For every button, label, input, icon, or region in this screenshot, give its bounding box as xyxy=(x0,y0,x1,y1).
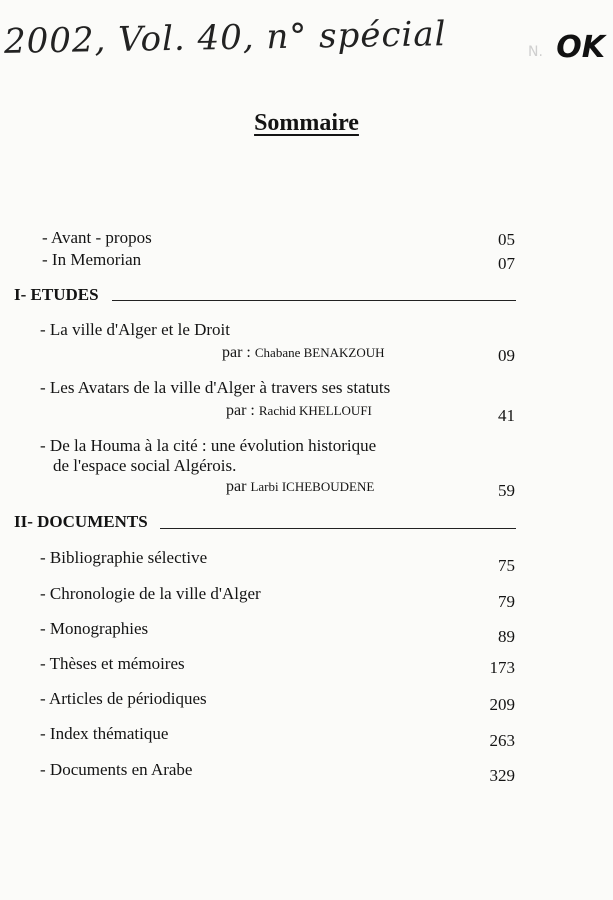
toc-entry-page: 75 xyxy=(498,556,515,575)
toc-entry-label-cont: de l'espace social Algérois. xyxy=(53,456,237,475)
toc-entry-label: - La ville d'Alger et le Droit xyxy=(40,320,230,339)
section-rule xyxy=(160,528,516,529)
section-heading: II- DOCUMENTS xyxy=(14,512,148,531)
byline-prefix: par : xyxy=(226,402,259,419)
toc-entry-label: - Chronologie de la ville d'Alger xyxy=(40,584,261,603)
handwritten-ok-mark: OK xyxy=(556,30,605,65)
toc-entry-label: - Monographies xyxy=(40,619,149,638)
toc-entry-page: 79 xyxy=(498,592,515,611)
toc-entry-page: 173 xyxy=(489,658,515,677)
toc-entry-page: 59 xyxy=(498,481,515,500)
faint-handwritten-mark: N. xyxy=(528,44,543,60)
byline-prefix: par xyxy=(226,478,251,495)
toc-entry-page: 05 xyxy=(498,230,515,249)
byline-author: Rachid KHELLOUFI xyxy=(258,403,372,418)
toc-entry-label: - In Memorian xyxy=(42,250,142,269)
toc-entry-page: 89 xyxy=(498,627,515,646)
toc-entry-page: 209 xyxy=(489,695,515,714)
handwritten-note: 2002, Vol. 40, n° spécial xyxy=(3,14,447,62)
toc-entry-byline xyxy=(222,344,385,362)
byline-prefix: par : xyxy=(222,344,255,361)
section-heading: I- ETUDES xyxy=(14,285,99,304)
toc-entry-label: - Les Avatars de la ville d'Alger à travers ses statuts xyxy=(40,378,391,397)
toc-entry-label: - Documents en Arabe xyxy=(40,760,193,779)
section-rule xyxy=(112,300,516,301)
toc-entry-label: - Bibliographie sélective xyxy=(40,548,208,567)
toc-entry-page: 41 xyxy=(498,406,515,425)
toc-entry-page: 07 xyxy=(498,254,515,273)
toc-entry-byline xyxy=(226,402,372,420)
toc-entry-label: - De la Houma à la cité : une évolution historique xyxy=(40,436,377,455)
toc-entry-label: - Articles de périodiques xyxy=(40,689,207,708)
toc-entry-label: - Thèses et mémoires xyxy=(40,654,185,673)
page-title: Sommaire xyxy=(254,110,359,136)
toc-entry-page: 263 xyxy=(489,731,515,750)
toc-entry-byline xyxy=(226,478,374,496)
toc-entry-page: 09 xyxy=(498,346,515,365)
toc-entry-label: - Avant - propos xyxy=(42,228,152,247)
toc-entry-page: 329 xyxy=(489,766,515,785)
byline-author: Larbi ICHEBOUDENE xyxy=(250,479,375,494)
byline-author: Chabane BENAKZOUH xyxy=(254,345,385,360)
toc-entry-label: - Index thématique xyxy=(40,724,169,743)
